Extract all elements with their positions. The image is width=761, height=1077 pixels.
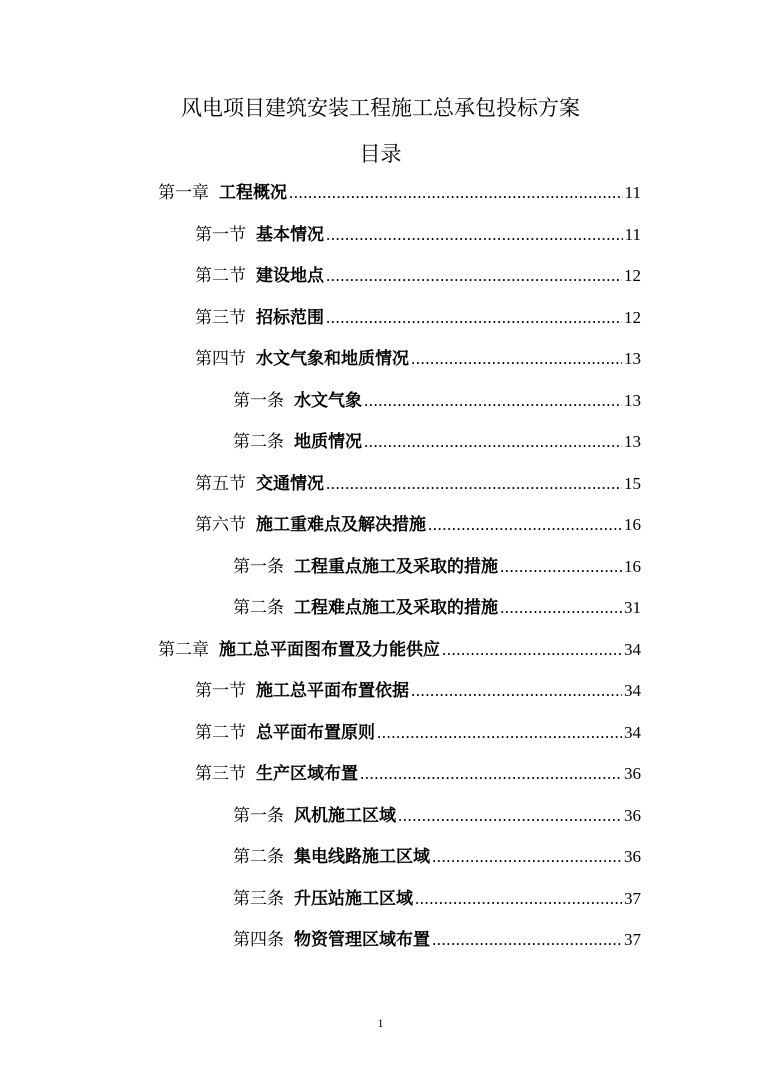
toc-entry-title: 总平面布置原则: [256, 723, 375, 743]
toc-entry-title: 生产区域布置: [256, 764, 358, 784]
toc-dot-leader: [411, 347, 622, 371]
toc-entry-page: 37: [624, 889, 641, 908]
toc-entry-page: 34: [624, 723, 641, 742]
toc-entry-page: 34: [624, 681, 641, 700]
toc-entry-page: 16: [624, 557, 641, 576]
toc-dot-leader: [326, 223, 623, 247]
toc-entry[interactable]: [195, 513, 641, 537]
toc-entry[interactable]: [195, 762, 641, 786]
toc-entry[interactable]: [233, 804, 641, 828]
toc-entry-number: 第二条: [233, 847, 284, 867]
toc-entry-title: 工程概况: [219, 183, 287, 203]
toc-entry-title: 水文气象: [294, 391, 362, 411]
toc-entry-number: 第五节: [195, 474, 246, 494]
toc-entry-title: 地质情况: [294, 432, 362, 452]
toc-entry-number: 第一条: [233, 557, 284, 577]
toc-entry-title: 工程重点施工及采取的措施: [294, 557, 498, 577]
toc-entry-page: 13: [624, 391, 641, 410]
toc-dot-leader: [442, 638, 622, 662]
toc-entry[interactable]: [195, 679, 641, 703]
toc-entry-page: 11: [624, 225, 641, 244]
toc-entry[interactable]: [195, 721, 641, 745]
toc-dot-leader: [432, 928, 622, 952]
toc-dot-leader: [415, 887, 622, 911]
toc-entry-title: 工程难点施工及采取的措施: [294, 598, 498, 618]
toc-dot-leader: [326, 472, 622, 496]
toc-entry-number: 第二节: [195, 266, 246, 286]
toc-entry[interactable]: [233, 596, 641, 620]
toc-dot-leader: [326, 306, 622, 330]
toc-entry-page: 15: [624, 474, 641, 493]
toc-entry-number: 第六节: [195, 515, 246, 535]
toc-entry[interactable]: [233, 928, 641, 952]
toc-dot-leader: [432, 845, 622, 869]
toc-entry-title: 建设地点: [256, 266, 324, 286]
toc-entry-page: 36: [624, 806, 641, 825]
toc-entry-page: 37: [624, 930, 641, 949]
document-title: 风电项目建筑安装工程施工总承包投标方案: [181, 96, 580, 120]
toc-entry[interactable]: [195, 223, 641, 247]
toc-entry-number: 第一章: [158, 183, 209, 203]
toc-entry-page: 12: [624, 266, 641, 285]
toc-dot-leader: [428, 513, 622, 537]
toc-dot-leader: [500, 555, 622, 579]
toc-entry-number: 第四节: [195, 349, 246, 369]
toc-entry-page: 12: [624, 308, 641, 327]
toc-entry-number: 第一条: [233, 391, 284, 411]
toc-entry-number: 第三条: [233, 889, 284, 909]
toc-dot-leader: [364, 430, 622, 454]
toc-entry-number: 第一节: [195, 681, 246, 701]
toc-entry[interactable]: [195, 306, 641, 330]
toc-entry-page: 13: [624, 432, 641, 451]
toc-entry-title: 物资管理区域布置: [294, 930, 430, 950]
toc-heading: 目录: [359, 142, 402, 166]
toc-entry-page: 11: [624, 183, 641, 202]
toc-entry[interactable]: [233, 555, 641, 579]
toc-entry-page: 36: [624, 764, 641, 783]
toc-entry-number: 第三节: [195, 308, 246, 328]
toc-entry[interactable]: [158, 638, 641, 662]
toc-entry-number: 第四条: [233, 930, 284, 950]
toc-entry[interactable]: [195, 472, 641, 496]
toc-entry-number: 第二条: [233, 598, 284, 618]
toc-entry-page: 13: [624, 349, 641, 368]
toc-entry-page: 36: [624, 847, 641, 866]
toc-entry[interactable]: [233, 389, 641, 413]
toc-entry[interactable]: [233, 887, 641, 911]
toc-entry-title: 施工总平面图布置及力能供应: [219, 640, 440, 660]
toc-entry-title: 集电线路施工区域: [294, 847, 430, 867]
toc-entry-title: 升压站施工区域: [294, 889, 413, 909]
toc-entry-page: 31: [624, 598, 641, 617]
toc-dot-leader: [398, 804, 622, 828]
toc-entry-number: 第一条: [233, 806, 284, 826]
toc-entry[interactable]: [158, 181, 641, 205]
toc-entry-title: 水文气象和地质情况: [256, 349, 409, 369]
toc-entry-number: 第二条: [233, 432, 284, 452]
page-number: 1: [377, 1016, 384, 1030]
toc-entry-title: 交通情况: [256, 474, 324, 494]
toc-entry-number: 第二节: [195, 723, 246, 743]
toc-dot-leader: [326, 264, 622, 288]
toc-entry-title: 基本情况: [256, 225, 324, 245]
toc-dot-leader: [377, 721, 622, 745]
toc-entry-page: 34: [624, 640, 641, 659]
toc-entry-title: 施工重难点及解决措施: [256, 515, 426, 535]
toc-entry[interactable]: [233, 430, 641, 454]
toc-entry[interactable]: [195, 347, 641, 371]
toc-entry[interactable]: [233, 845, 641, 869]
toc-dot-leader: [364, 389, 622, 413]
toc-entry-number: 第三节: [195, 764, 246, 784]
toc-entry-number: 第二章: [158, 640, 209, 660]
toc-entry[interactable]: [195, 264, 641, 288]
toc-entry-title: 招标范围: [256, 308, 324, 328]
toc-dot-leader: [411, 679, 622, 703]
toc-entry-page: 16: [624, 515, 641, 534]
toc-dot-leader: [500, 596, 622, 620]
toc-entry-title: 施工总平面布置依据: [256, 681, 409, 701]
toc-dot-leader: [289, 181, 623, 205]
toc-entry-number: 第一节: [195, 225, 246, 245]
toc-entry-title: 风机施工区域: [294, 806, 396, 826]
toc-dot-leader: [360, 762, 622, 786]
